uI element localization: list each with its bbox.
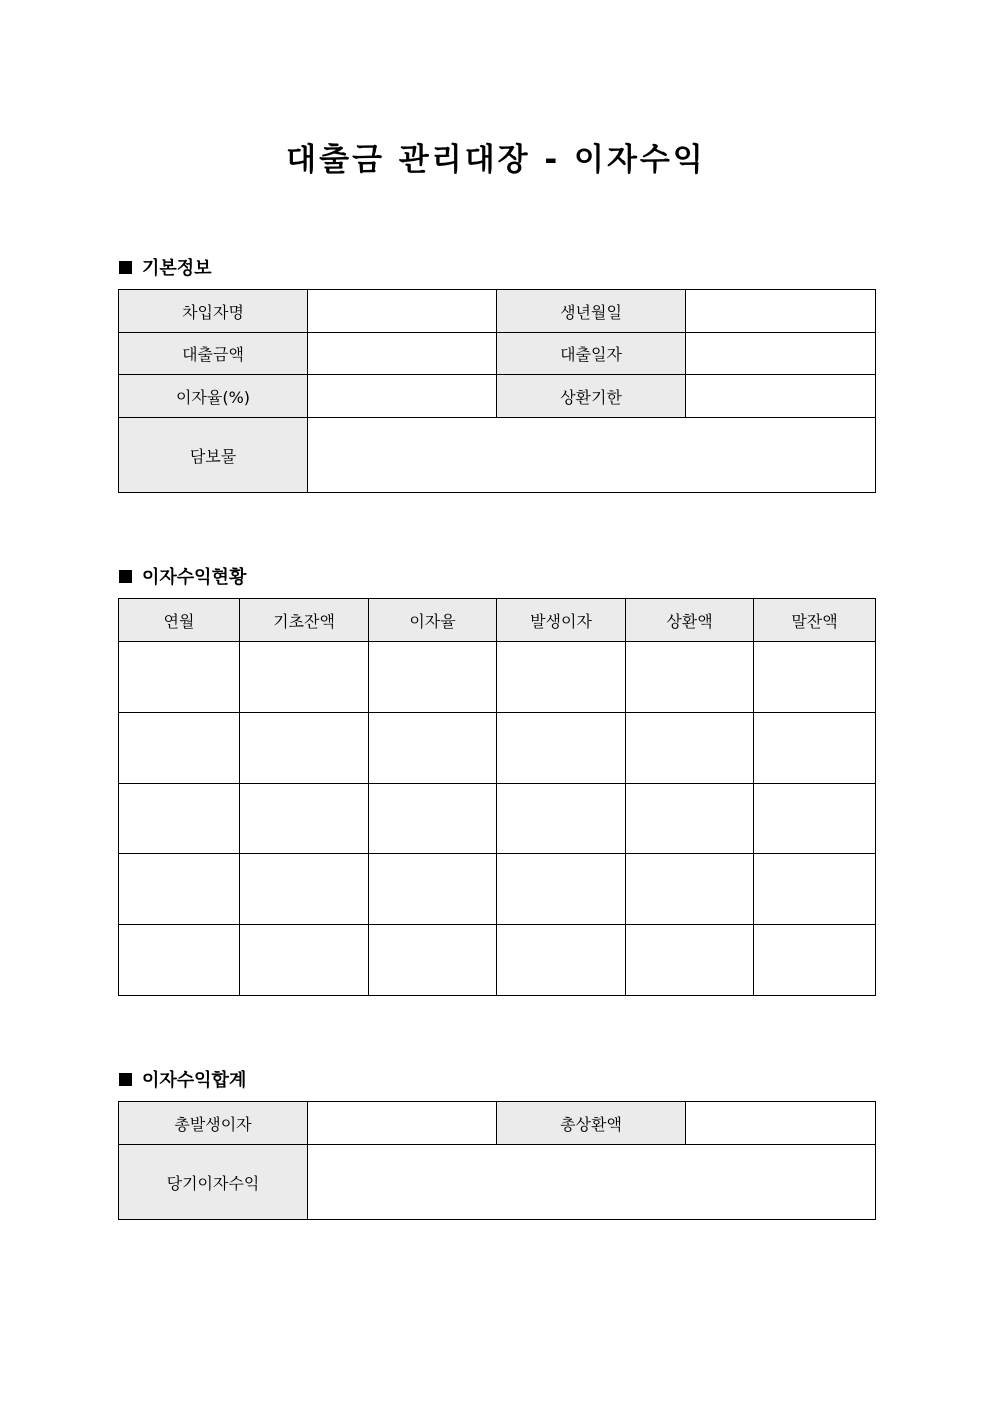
section-title: 이자수익현황 bbox=[142, 567, 247, 588]
table-cell[interactable] bbox=[754, 642, 876, 713]
table-cell[interactable] bbox=[626, 854, 754, 925]
table-cell[interactable] bbox=[119, 925, 240, 996]
collateral-label: 담보물 bbox=[119, 418, 308, 493]
due-date-label: 상환기한 bbox=[497, 375, 686, 418]
loan-amount-field[interactable] bbox=[308, 333, 497, 375]
interest-rate-label: 이자율(%) bbox=[119, 375, 308, 418]
page-title: 대출금 관리대장 - 이자수익 bbox=[286, 142, 706, 178]
interest-rate-field[interactable] bbox=[308, 375, 497, 418]
column-header: 기초잔액 bbox=[240, 599, 369, 642]
loan-date-field[interactable] bbox=[686, 333, 876, 375]
table-row bbox=[119, 854, 876, 925]
total-repay-field[interactable] bbox=[686, 1102, 876, 1145]
table-cell[interactable] bbox=[497, 784, 626, 854]
interest-status-table bbox=[118, 598, 876, 996]
borrower-label: 차입자명 bbox=[119, 290, 308, 333]
section-title: 이자수익합계 bbox=[142, 1070, 247, 1091]
table-cell[interactable] bbox=[497, 854, 626, 925]
table-cell[interactable] bbox=[626, 784, 754, 854]
table-cell[interactable] bbox=[369, 784, 497, 854]
column-header: 상환액 bbox=[626, 599, 754, 642]
table-cell[interactable] bbox=[369, 642, 497, 713]
table-cell[interactable] bbox=[119, 713, 240, 784]
table-row bbox=[119, 925, 876, 996]
birth-field[interactable] bbox=[686, 290, 876, 333]
table-cell[interactable] bbox=[240, 642, 369, 713]
table-cell[interactable] bbox=[497, 642, 626, 713]
table-cell[interactable] bbox=[754, 784, 876, 854]
table-cell[interactable] bbox=[497, 925, 626, 996]
total-repay-label: 총상환액 bbox=[497, 1102, 686, 1145]
section-interest-total-heading bbox=[119, 1066, 246, 1092]
table-cell[interactable] bbox=[369, 854, 497, 925]
table-cell[interactable] bbox=[754, 713, 876, 784]
collateral-field[interactable] bbox=[308, 418, 876, 493]
square-bullet-icon bbox=[119, 261, 132, 274]
column-header: 이자율 bbox=[369, 599, 497, 642]
table-cell[interactable] bbox=[369, 925, 497, 996]
total-interest-field[interactable] bbox=[308, 1102, 497, 1145]
table-cell[interactable] bbox=[626, 642, 754, 713]
table-cell[interactable] bbox=[754, 854, 876, 925]
current-income-label: 당기이자수익 bbox=[119, 1145, 308, 1220]
interest-total-table bbox=[118, 1101, 876, 1220]
table-cell[interactable] bbox=[497, 713, 626, 784]
square-bullet-icon bbox=[119, 1073, 132, 1086]
table-cell[interactable] bbox=[240, 925, 369, 996]
table-cell[interactable] bbox=[240, 784, 369, 854]
table-cell[interactable] bbox=[626, 713, 754, 784]
table-row bbox=[119, 784, 876, 854]
column-header: 발생이자 bbox=[497, 599, 626, 642]
borrower-field[interactable] bbox=[308, 290, 497, 333]
due-date-field[interactable] bbox=[686, 375, 876, 418]
column-header: 연월 bbox=[119, 599, 240, 642]
basic-info-table bbox=[118, 289, 876, 493]
column-header: 말잔액 bbox=[754, 599, 876, 642]
table-cell[interactable] bbox=[240, 713, 369, 784]
table-cell[interactable] bbox=[119, 642, 240, 713]
total-interest-label: 총발생이자 bbox=[119, 1102, 308, 1145]
section-title: 기본정보 bbox=[142, 258, 212, 279]
current-income-field[interactable] bbox=[308, 1145, 876, 1220]
table-cell[interactable] bbox=[119, 784, 240, 854]
table-cell[interactable] bbox=[626, 925, 754, 996]
table-row bbox=[119, 642, 876, 713]
table-cell[interactable] bbox=[240, 854, 369, 925]
table-cell[interactable] bbox=[754, 925, 876, 996]
loan-date-label: 대출일자 bbox=[497, 333, 686, 375]
table-cell[interactable] bbox=[119, 854, 240, 925]
loan-amount-label: 대출금액 bbox=[119, 333, 308, 375]
section-basic-info-heading bbox=[119, 254, 212, 280]
table-cell[interactable] bbox=[369, 713, 497, 784]
section-interest-status-heading bbox=[119, 563, 246, 589]
birth-label: 생년월일 bbox=[497, 290, 686, 333]
table-row bbox=[119, 713, 876, 784]
square-bullet-icon bbox=[119, 570, 132, 583]
